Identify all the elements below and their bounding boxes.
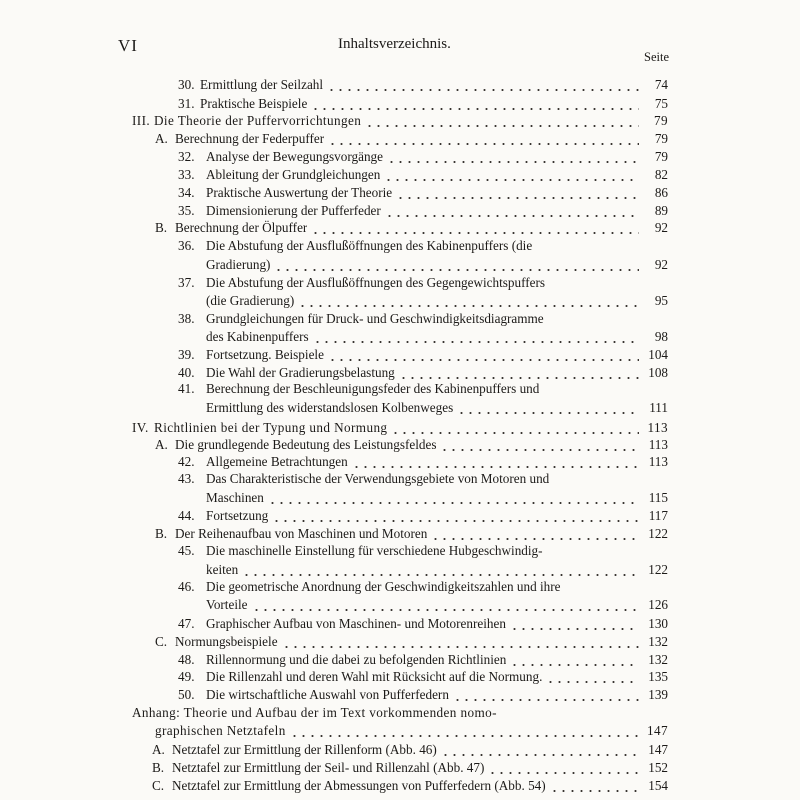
dot-leader — [327, 77, 639, 91]
toc-entry[interactable] — [178, 201, 668, 219]
dot-leader — [399, 365, 639, 379]
toc-entry-title: Berechnung der Beschleunigungsfeder des Kabinenpuffers und — [206, 381, 540, 396]
dot-leader — [457, 400, 639, 414]
toc-entry[interactable] — [155, 129, 668, 147]
toc-entry-title: graphischen Netztafeln — [155, 723, 286, 738]
toc-entry-number: 45. — [178, 543, 195, 558]
toc-entry-title: Rillennormung und die dabei zu befolgenden Richtlinien — [206, 652, 507, 667]
toc-entry-title: Der Reihenaufbau von Maschinen und Motoren — [175, 526, 428, 541]
toc-entry-number: 48. — [178, 652, 195, 667]
toc-entry-page: 108 — [648, 365, 668, 380]
dot-leader — [274, 257, 639, 271]
dot-leader — [387, 149, 639, 163]
toc-entry-title: des Kabinenpuffers — [206, 329, 309, 344]
toc-entry-page: 82 — [654, 167, 668, 182]
toc-entry-number: 38. — [178, 311, 195, 326]
dot-leader — [385, 203, 639, 217]
toc-entry-number: 44. — [178, 508, 195, 523]
toc-entry-page: 113 — [647, 420, 668, 435]
toc-entry-title: Praktische Auswertung der Theorie — [206, 185, 393, 200]
toc-entry-title: Die Rillenzahl und deren Wahl mit Rücksicht auf die Normung. — [206, 669, 543, 684]
dot-leader — [290, 723, 639, 737]
page-column-label: Seite — [644, 50, 669, 64]
toc-entry[interactable] — [178, 506, 668, 524]
toc-entry[interactable] — [132, 704, 668, 722]
dot-leader — [431, 526, 639, 540]
toc-entry[interactable] — [152, 740, 668, 758]
toc-entry-page: 92 — [654, 257, 668, 272]
toc-entry-number: 46. — [178, 579, 195, 594]
toc-entry-number: 36. — [178, 238, 195, 253]
toc-entry[interactable] — [178, 274, 668, 292]
toc-entry-title: Die Abstufung der Ausflußöffnungen des Kabinenpuffers (die — [206, 238, 533, 253]
toc-entry-number: B. — [155, 526, 168, 541]
dot-leader — [328, 347, 639, 361]
toc-entry-page: 92 — [654, 220, 668, 235]
toc-entry-page: 122 — [648, 526, 668, 541]
toc-entry-title: Anhang: Theorie und Aufbau der im Text vorkommenden nomo- — [132, 705, 497, 720]
toc-entry-page: 152 — [648, 760, 668, 775]
toc-entry-title: Ermittlung der Seilzahl — [200, 77, 324, 92]
toc-entry-page: 104 — [648, 347, 668, 362]
toc-entry[interactable] — [178, 614, 668, 632]
toc-entry-number: 50. — [178, 687, 195, 702]
dot-leader — [328, 131, 639, 145]
toc-entry-number: 30. — [178, 77, 195, 92]
dot-leader — [391, 420, 639, 434]
dot-leader — [441, 742, 639, 756]
dot-leader — [440, 437, 639, 451]
dot-leader — [352, 454, 639, 468]
toc-entry-title: Netztafel zur Ermittlung der Rillenform (Abb. 46) — [172, 742, 437, 757]
toc-entry-page: 79 — [654, 131, 668, 146]
dot-leader — [268, 490, 639, 504]
toc-entry-page: 130 — [648, 616, 668, 631]
dot-leader — [252, 597, 639, 611]
toc-entry[interactable] — [206, 398, 668, 416]
dot-leader — [242, 562, 639, 576]
toc-entry-page: 126 — [648, 597, 668, 612]
dot-leader — [365, 113, 639, 127]
toc-entry-title: Praktische Beispiele — [200, 96, 308, 111]
toc-entry-number: 32. — [178, 149, 195, 164]
toc-entry-title: keiten — [206, 562, 239, 577]
dot-leader — [488, 760, 639, 774]
toc-entry-title: Netztafel zur Ermittlung der Seil- und Rillenzahl (Abb. 47) — [172, 760, 485, 775]
toc-entry-page: 95 — [654, 293, 668, 308]
toc-entry-title: Ableitung der Grundgleichungen — [206, 167, 381, 182]
toc-entry[interactable] — [178, 237, 668, 255]
toc-entry-number: 39. — [178, 347, 195, 362]
toc-entry-title: Dimensionierung der Pufferfeder — [206, 203, 381, 218]
dot-leader — [272, 508, 639, 522]
dot-leader — [510, 652, 639, 666]
toc-entry-number: 40. — [178, 365, 195, 380]
toc-entry[interactable] — [178, 578, 668, 596]
dot-leader — [282, 634, 639, 648]
toc-entry-title: Die maschinelle Einstellung für verschiedene Hubgeschwindig- — [206, 543, 543, 558]
dot-leader — [546, 669, 639, 683]
toc-entry-number: A. — [155, 131, 168, 146]
toc-entry-page: 79 — [654, 113, 668, 128]
toc-entry-title: Maschinen — [206, 490, 264, 505]
toc-entry[interactable] — [155, 218, 668, 236]
toc-entry[interactable] — [178, 452, 668, 470]
toc-entry-number: B. — [152, 760, 165, 775]
toc-entry-title: Das Charakteristische der Verwendungsgebiete von Motoren und — [206, 471, 550, 486]
toc-entry-number: C. — [155, 634, 168, 649]
toc-entry[interactable] — [178, 542, 668, 560]
toc-entry-title: Allgemeine Betrachtungen — [206, 454, 348, 469]
toc-entry-number: 43. — [178, 471, 195, 486]
toc-entry-page: 79 — [654, 149, 668, 164]
toc-entry-title: Die Wahl der Gradierungsbelastung — [206, 365, 395, 380]
toc-entry-number: 31. — [178, 96, 195, 111]
toc-entry[interactable] — [178, 75, 668, 93]
page-title: Inhaltsverzeichnis. — [338, 36, 451, 52]
toc-entry-page: 147 — [647, 723, 668, 738]
toc-entry[interactable] — [178, 650, 668, 668]
toc-entry[interactable] — [206, 488, 668, 506]
toc-entry-number: 33. — [178, 167, 195, 182]
toc-entry-title: Berechnung der Ölpuffer — [175, 220, 308, 235]
toc-entry-page: 98 — [654, 329, 668, 344]
toc-entry-page: 117 — [648, 508, 668, 523]
toc-entry[interactable] — [206, 595, 668, 613]
toc-entry-number: 42. — [178, 454, 195, 469]
toc-entry-number: 35. — [178, 203, 195, 218]
dot-leader — [311, 220, 639, 234]
toc-entry-page: 132 — [648, 634, 668, 649]
toc-entry-title: Richtlinien bei der Typung und Normung — [154, 420, 388, 435]
toc-entry-title: Ermittlung des widerstandslosen Kolbenweges — [206, 400, 454, 415]
toc-entry[interactable] — [178, 310, 668, 328]
toc-entry-page: 154 — [648, 778, 668, 793]
toc-entry-page: 89 — [654, 203, 668, 218]
toc-entry-page: 122 — [648, 562, 668, 577]
toc-entry[interactable] — [155, 721, 668, 739]
toc-entry-page: 74 — [654, 77, 668, 92]
dot-leader — [298, 293, 639, 307]
toc-entry-number: III. — [132, 113, 151, 128]
toc-entry-title: Grundgleichungen für Druck- und Geschwindigkeitsdiagramme — [206, 311, 544, 326]
toc-entry-title: Die Abstufung der Ausflußöffnungen des Gegengewichtspuffers — [206, 275, 546, 290]
toc-entry-number: A. — [152, 742, 165, 757]
toc-entry[interactable] — [178, 667, 668, 685]
toc-entry[interactable] — [178, 183, 668, 201]
dot-leader — [453, 687, 639, 701]
dot-leader — [384, 167, 639, 181]
toc-entry-page: 111 — [649, 400, 668, 415]
toc-entry-page: 86 — [654, 185, 668, 200]
toc-entry[interactable] — [155, 632, 668, 650]
toc-entry-page: 113 — [648, 437, 668, 452]
toc-entry-title: Fortsetzung — [206, 508, 269, 523]
toc-entry-title: Die wirtschaftliche Auswahl von Pufferfedern — [206, 687, 449, 702]
toc-entry[interactable] — [132, 418, 668, 436]
toc-entry[interactable] — [155, 435, 668, 453]
toc-entry-title: Die geometrische Anordnung der Geschwindigkeitszahlen und ihre — [206, 579, 561, 594]
toc-entry-title: Vorteile — [206, 597, 248, 612]
toc-entry-title: Fortsetzung. Beispiele — [206, 347, 324, 362]
toc-entry-number: 37. — [178, 275, 195, 290]
toc-entry[interactable] — [178, 165, 668, 183]
toc-entry-title: Graphischer Aufbau von Maschinen- und Motorenreihen — [206, 616, 506, 631]
toc-entry-page: 135 — [648, 669, 668, 684]
toc-entry-number: B. — [155, 220, 168, 235]
toc-entry-page: 113 — [648, 454, 668, 469]
toc-entry[interactable] — [152, 758, 668, 776]
toc-entry-title: Analyse der Bewegungsvorgänge — [206, 149, 384, 164]
toc-entry-number: 41. — [178, 381, 195, 396]
toc-entry[interactable] — [178, 380, 668, 398]
toc-entry-title: Normungsbeispiele — [175, 634, 278, 649]
toc-entry-page: 75 — [654, 96, 668, 111]
dot-leader — [311, 96, 639, 110]
toc-entry[interactable] — [206, 291, 668, 309]
toc-entry[interactable] — [178, 147, 668, 165]
toc-entry-number: IV. — [132, 420, 149, 435]
toc-entry[interactable] — [206, 327, 668, 345]
toc-entry[interactable] — [206, 560, 668, 578]
toc-entry[interactable] — [178, 685, 668, 703]
toc-entry-page: 139 — [648, 687, 668, 702]
toc-entry-page: 147 — [648, 742, 668, 757]
toc-entry-page: 115 — [648, 490, 668, 505]
dot-leader — [313, 329, 639, 343]
toc-entry-number: 49. — [178, 669, 195, 684]
toc-entry-number: A. — [155, 437, 168, 452]
toc-entry[interactable] — [155, 524, 668, 542]
toc-entry-number: C. — [152, 778, 165, 793]
dot-leader — [510, 616, 639, 630]
toc-entry-title: (die Gradierung) — [206, 293, 295, 308]
toc-entry[interactable] — [178, 94, 668, 112]
toc-entry-number: 47. — [178, 616, 195, 631]
toc-entry[interactable] — [152, 776, 668, 794]
toc-entry-number: 34. — [178, 185, 195, 200]
toc-entry-title: Die grundlegende Bedeutung des Leistungsfeldes — [175, 437, 437, 452]
toc-entry[interactable] — [132, 111, 668, 129]
toc-entry-page: 132 — [648, 652, 668, 667]
toc-entry-title: Gradierung) — [206, 257, 271, 272]
toc-entry-title: Die Theorie der Puffervorrichtungen — [154, 113, 362, 128]
toc-entry[interactable] — [178, 345, 668, 363]
dot-leader — [550, 778, 639, 792]
toc-entry[interactable] — [178, 363, 668, 381]
toc-entry[interactable] — [206, 255, 668, 273]
section-number: VI — [118, 36, 138, 55]
dot-leader — [396, 185, 639, 199]
toc-entry-title: Netztafel zur Ermittlung der Abmessungen von Pufferfedern (Abb. 54) — [172, 778, 546, 793]
toc-entry[interactable] — [178, 470, 668, 488]
toc-entry-title: Berechnung der Federpuffer — [175, 131, 325, 146]
